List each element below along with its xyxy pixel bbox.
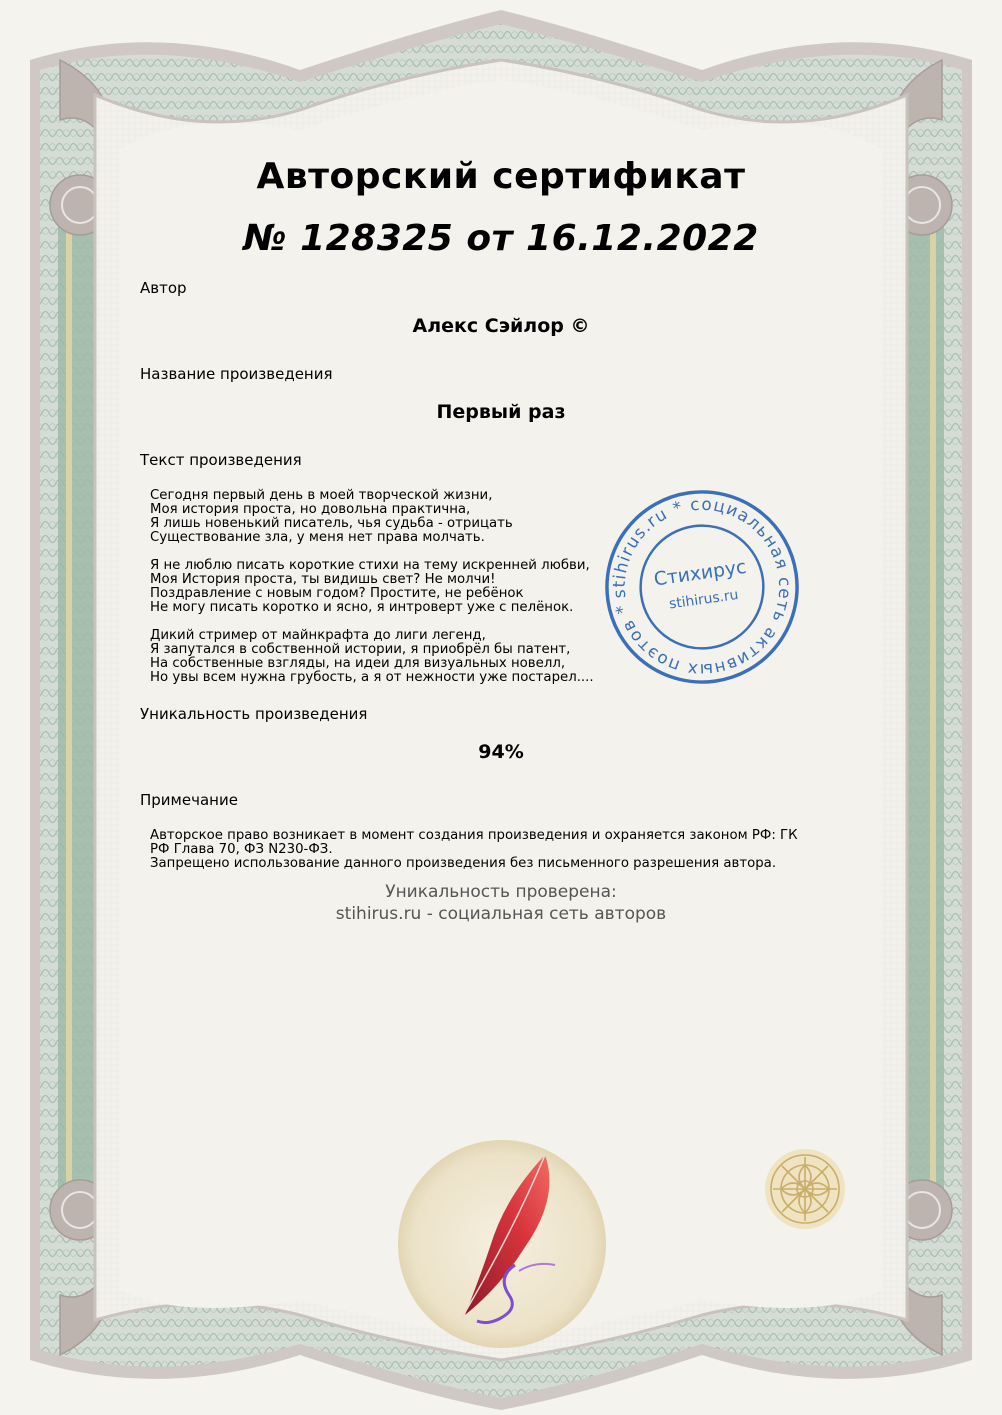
note-line: РФ Глава 70, ФЗ N230-ФЗ. bbox=[150, 842, 333, 857]
stanza-gap bbox=[150, 545, 670, 559]
note-line: Запрещено использование данного произведения без письменного разрешения автора. bbox=[150, 856, 777, 871]
stamp-ring-text: stihirus.ru * социальная сеть активных поэтов * bbox=[608, 493, 796, 681]
poem-line: Я лишь новенький писатель, чья судьба - отрицать bbox=[150, 516, 513, 531]
poem-line: Но увы всем нужна грубость, а я от нежности уже постарел.... bbox=[150, 670, 594, 685]
svg-text:stihirus.ru * социальная сеть bbox=[603, 488, 801, 686]
stamp-site: stihirus.ru bbox=[668, 586, 740, 613]
stanza-gap bbox=[150, 615, 670, 629]
note-label: Примечание bbox=[140, 791, 238, 809]
poem-line: Существование зла, у меня нет права молчать. bbox=[150, 530, 485, 545]
poem-line: На собственные взгляды, на идеи для визуальных новелл, bbox=[150, 656, 566, 671]
poem-line: Я запутался в собственной истории, я приобрёл бы патент, bbox=[150, 642, 571, 657]
work-title-label: Название произведения bbox=[140, 365, 333, 383]
certificate-number: № 128325 от 16.12.2022 bbox=[243, 218, 759, 259]
text-label: Текст произведения bbox=[140, 451, 302, 469]
certificate-title: Авторский сертификат bbox=[256, 156, 746, 197]
verification-line-1: Уникальность проверена: bbox=[385, 882, 617, 902]
author-label: Автор bbox=[140, 279, 187, 297]
poem-line: Моя История проста, ты видишь свет? Не молчи! bbox=[150, 572, 496, 587]
uniqueness-label: Уникальность произведения bbox=[140, 705, 368, 723]
poem-line: Дикий стример от майнкрафта до лиги легенд, bbox=[150, 628, 486, 643]
verification-line-2: stihirus.ru - социальная сеть авторов bbox=[335, 904, 667, 924]
poem-line: Сегодня первый день в моей творческой жизни, bbox=[150, 488, 493, 503]
note-line: Авторское право возникает в момент создания произведения и охраняется законом РФ: ГК bbox=[150, 828, 798, 843]
poem-line: Я не люблю писать короткие стихи на тему искренней любви, bbox=[150, 558, 590, 573]
note-text bbox=[150, 829, 850, 871]
poem-line: Моя история проста, но довольна практична, bbox=[150, 502, 471, 517]
work-title: Первый раз bbox=[436, 401, 566, 423]
poem-line: Не могу писать коротко и ясно, я интроверт уже с пелёнок. bbox=[150, 600, 574, 615]
stamp-name: Стихирус bbox=[652, 556, 748, 591]
rosette-seal-icon bbox=[764, 1148, 846, 1230]
quill-feather-icon bbox=[395, 1137, 609, 1351]
poem-text bbox=[150, 489, 670, 685]
author-name: Алекс Сэйлор © bbox=[412, 315, 590, 337]
stihirus-stamp bbox=[603, 488, 801, 686]
poem-line: Поздравление с новым годом? Простите, не ребёнок bbox=[150, 586, 524, 601]
uniqueness-value: 94% bbox=[478, 741, 524, 763]
